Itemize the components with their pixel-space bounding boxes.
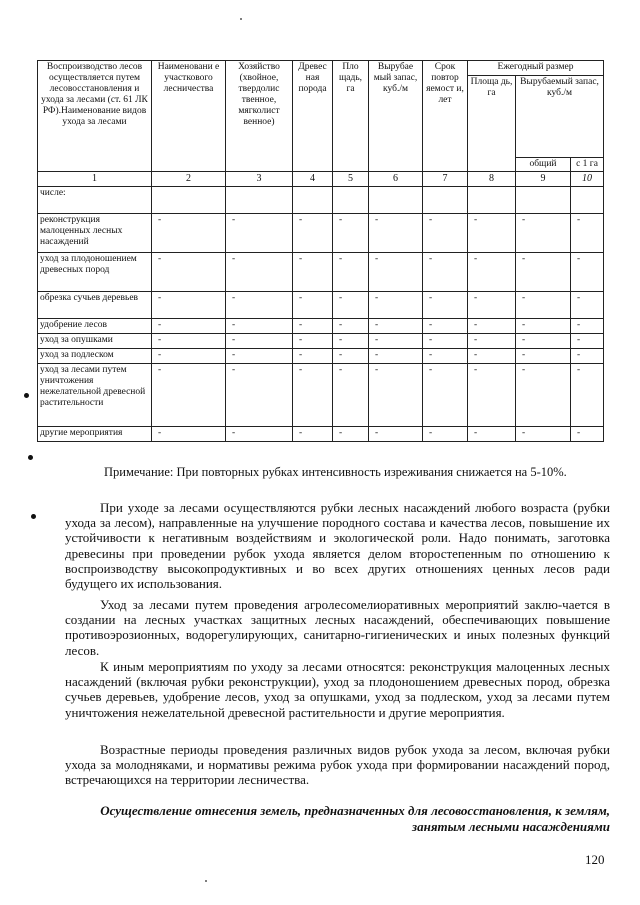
table-cell: -: [293, 364, 333, 427]
table-cell: -: [152, 253, 226, 292]
punch-hole-mark: [24, 393, 29, 398]
table-cell: -: [226, 253, 293, 292]
header-col-1: Воспроизводство лесов осуществляется путем лесовосстановления и ухода за лесами (ст. 61 ЛК РФ).Наименование видов ухода за лесами: [38, 61, 152, 172]
table-cell: [293, 187, 333, 214]
header-cut-stock: Вырубаемый запас, куб./м: [516, 76, 604, 158]
table-cell: -: [226, 319, 293, 334]
table-cell: [516, 187, 571, 214]
table-cell: -: [571, 334, 604, 349]
table-cell: -: [152, 319, 226, 334]
table-row: [38, 187, 604, 214]
punch-hole-mark: [28, 455, 33, 460]
table-cell: -: [468, 214, 516, 253]
table-cell: -: [226, 427, 293, 442]
header-col-8: Площа дь, га: [468, 76, 516, 172]
header-annual-size: Ежегодный размер: [468, 61, 604, 76]
table-cell: -: [571, 319, 604, 334]
table-cell: -: [468, 292, 516, 319]
table-cell: -: [333, 214, 369, 253]
table-cell: [226, 187, 293, 214]
paragraph: При уходе за лесами осуществляются рубки лесных насаждений любого возраста (рубки ухода за лесом), направленные на улучшение породного состава и качества лесов, повышение их устойчивости к негативным воздействиям и экологической роли. Надо понимать, заготовка древесины при проведении рубок ухода является делом второстепенным по отношению к воспроизводству высокопродуктивных и во всех других отношениях ценных лесов ради будущего их использования.: [65, 500, 610, 592]
table-cell: -: [226, 364, 293, 427]
table-cell: -: [369, 349, 423, 364]
table-cell: -: [516, 292, 571, 319]
row-label: уход за опушками: [38, 334, 152, 349]
section-heading: Осуществление отнесения земель, предназначенных для лесовосстановления, к землям, занятым лесными насаждениями: [100, 803, 610, 834]
table-row: [38, 349, 604, 364]
table-cell: -: [571, 349, 604, 364]
table-row: [38, 292, 604, 319]
table-cell: -: [152, 292, 226, 319]
table-cell: -: [369, 253, 423, 292]
table-cell: -: [152, 427, 226, 442]
table-cell: -: [333, 364, 369, 427]
table-cell: -: [369, 334, 423, 349]
table-cell: -: [293, 319, 333, 334]
table-cell: -: [423, 334, 468, 349]
table-cell: [468, 187, 516, 214]
table-cell: -: [468, 319, 516, 334]
row-label: уход за лесами путем уничтожения нежелательной древесной растительности: [38, 364, 152, 427]
table-cell: -: [333, 292, 369, 319]
paragraph: К иным мероприятиям по уходу за лесами относятся: реконструкция малоценных лесных насаждений (включая рубки реконструкции), уход за плодоношением древесных пород, обрезка сучьев деревьев, удобрение лесов, уход за опушками, уход за подлеском, уход за лесами путем уничтожения нежелательной древесной растительности и другие мероприятия.: [65, 659, 610, 720]
table-cell: -: [571, 427, 604, 442]
table-cell: -: [293, 427, 333, 442]
column-number: 4: [293, 172, 333, 187]
column-number: 5: [333, 172, 369, 187]
table-cell: -: [516, 334, 571, 349]
table-cell: -: [516, 349, 571, 364]
table-cell: -: [333, 319, 369, 334]
forest-care-table: [37, 60, 604, 442]
table-body: [38, 187, 604, 442]
header-col-6: Вырубае мый запас, куб./м: [369, 61, 423, 172]
table-cell: [369, 187, 423, 214]
column-number: 10: [571, 172, 604, 187]
table-cell: [333, 187, 369, 214]
header-col-10: с 1 га: [571, 158, 604, 172]
table-cell: [152, 187, 226, 214]
table-row: [38, 319, 604, 334]
table-cell: -: [369, 214, 423, 253]
table-cell: -: [226, 334, 293, 349]
header-col-3: Хозяйство (хвойное, твердолис твенное, мягколист венное): [226, 61, 293, 172]
column-number: 7: [423, 172, 468, 187]
paragraph: Возрастные периоды проведения различных видов рубок ухода за лесом, включая рубки ухода за молодняками, и нормативы режима рубок ухода при формировании насаждений пород, встречающихся на территории лесничества.: [65, 742, 610, 788]
table-cell: -: [293, 292, 333, 319]
table-note: Примечание: При повторных рубках интенсивность изреживания снижается на 5-10%.: [104, 465, 567, 479]
table-cell: -: [423, 214, 468, 253]
table-cell: -: [293, 214, 333, 253]
row-label: удобрение лесов: [38, 319, 152, 334]
table-cell: -: [516, 319, 571, 334]
table-cell: -: [571, 214, 604, 253]
table-cell: -: [333, 253, 369, 292]
row-label: реконструкция малоценных лесных насаждений: [38, 214, 152, 253]
page-number: 120: [585, 852, 605, 867]
table-cell: -: [468, 349, 516, 364]
table-cell: -: [369, 292, 423, 319]
row-label: уход за подлеском: [38, 349, 152, 364]
table-row: [38, 427, 604, 442]
table-cell: -: [423, 364, 468, 427]
table-cell: -: [369, 427, 423, 442]
table-cell: -: [516, 427, 571, 442]
column-number: 1: [38, 172, 152, 187]
row-label: обрезка сучьев деревьев: [38, 292, 152, 319]
table-cell: -: [571, 253, 604, 292]
table-cell: [423, 187, 468, 214]
table-cell: -: [369, 364, 423, 427]
table-cell: -: [423, 349, 468, 364]
table-cell: -: [423, 292, 468, 319]
column-number: 3: [226, 172, 293, 187]
table-cell: -: [423, 427, 468, 442]
punch-hole-mark: [31, 514, 36, 519]
table-cell: -: [468, 427, 516, 442]
column-number: 2: [152, 172, 226, 187]
header-col-9: общий: [516, 158, 571, 172]
table-cell: -: [152, 334, 226, 349]
column-number-row: [38, 172, 604, 187]
table-cell: -: [468, 253, 516, 292]
column-number: 9: [516, 172, 571, 187]
table-cell: -: [333, 349, 369, 364]
table-cell: -: [333, 334, 369, 349]
table-row: [38, 214, 604, 253]
table-cell: -: [369, 319, 423, 334]
header-row-1: [38, 61, 604, 76]
paragraph: Уход за лесами путем проведения агролесомелиоративных мероприятий заклю-чается в создании на лесных участках защитных лесных насаждений, обеспечивающих повышение противоэрозионных, водорегулирующих, санитарно-гигиенических и иных полезных функций лесов.: [65, 597, 610, 658]
table-cell: -: [423, 253, 468, 292]
header-col-4: Древес ная порода: [293, 61, 333, 172]
row-label: уход за плодоношением древесных пород: [38, 253, 152, 292]
table-cell: -: [152, 364, 226, 427]
table-row: [38, 334, 604, 349]
table-cell: -: [571, 292, 604, 319]
row-label: другие мероприятия: [38, 427, 152, 442]
table-cell: -: [516, 364, 571, 427]
table-cell: -: [226, 214, 293, 253]
table-cell: -: [468, 364, 516, 427]
table-row: [38, 253, 604, 292]
header-col-7: Срок повтор яемост и, лет: [423, 61, 468, 172]
table-cell: -: [152, 214, 226, 253]
table-cell: -: [152, 349, 226, 364]
table-cell: [571, 187, 604, 214]
scan-speck: [240, 18, 242, 20]
table-cell: -: [516, 214, 571, 253]
column-number: 8: [468, 172, 516, 187]
table-cell: -: [571, 364, 604, 427]
scan-speck: [205, 880, 207, 882]
table-cell: -: [468, 334, 516, 349]
table-cell: -: [293, 349, 333, 364]
header-col-2: Наименовани е участкового лесничества: [152, 61, 226, 172]
row-label: числе:: [38, 187, 152, 214]
column-number: 6: [369, 172, 423, 187]
table-cell: -: [293, 334, 333, 349]
table-row: [38, 364, 604, 427]
table-cell: -: [226, 349, 293, 364]
table-cell: -: [423, 319, 468, 334]
header-col-5: Пло щадь, га: [333, 61, 369, 172]
table-cell: -: [293, 253, 333, 292]
table-cell: -: [226, 292, 293, 319]
table-cell: -: [516, 253, 571, 292]
table-cell: -: [333, 427, 369, 442]
